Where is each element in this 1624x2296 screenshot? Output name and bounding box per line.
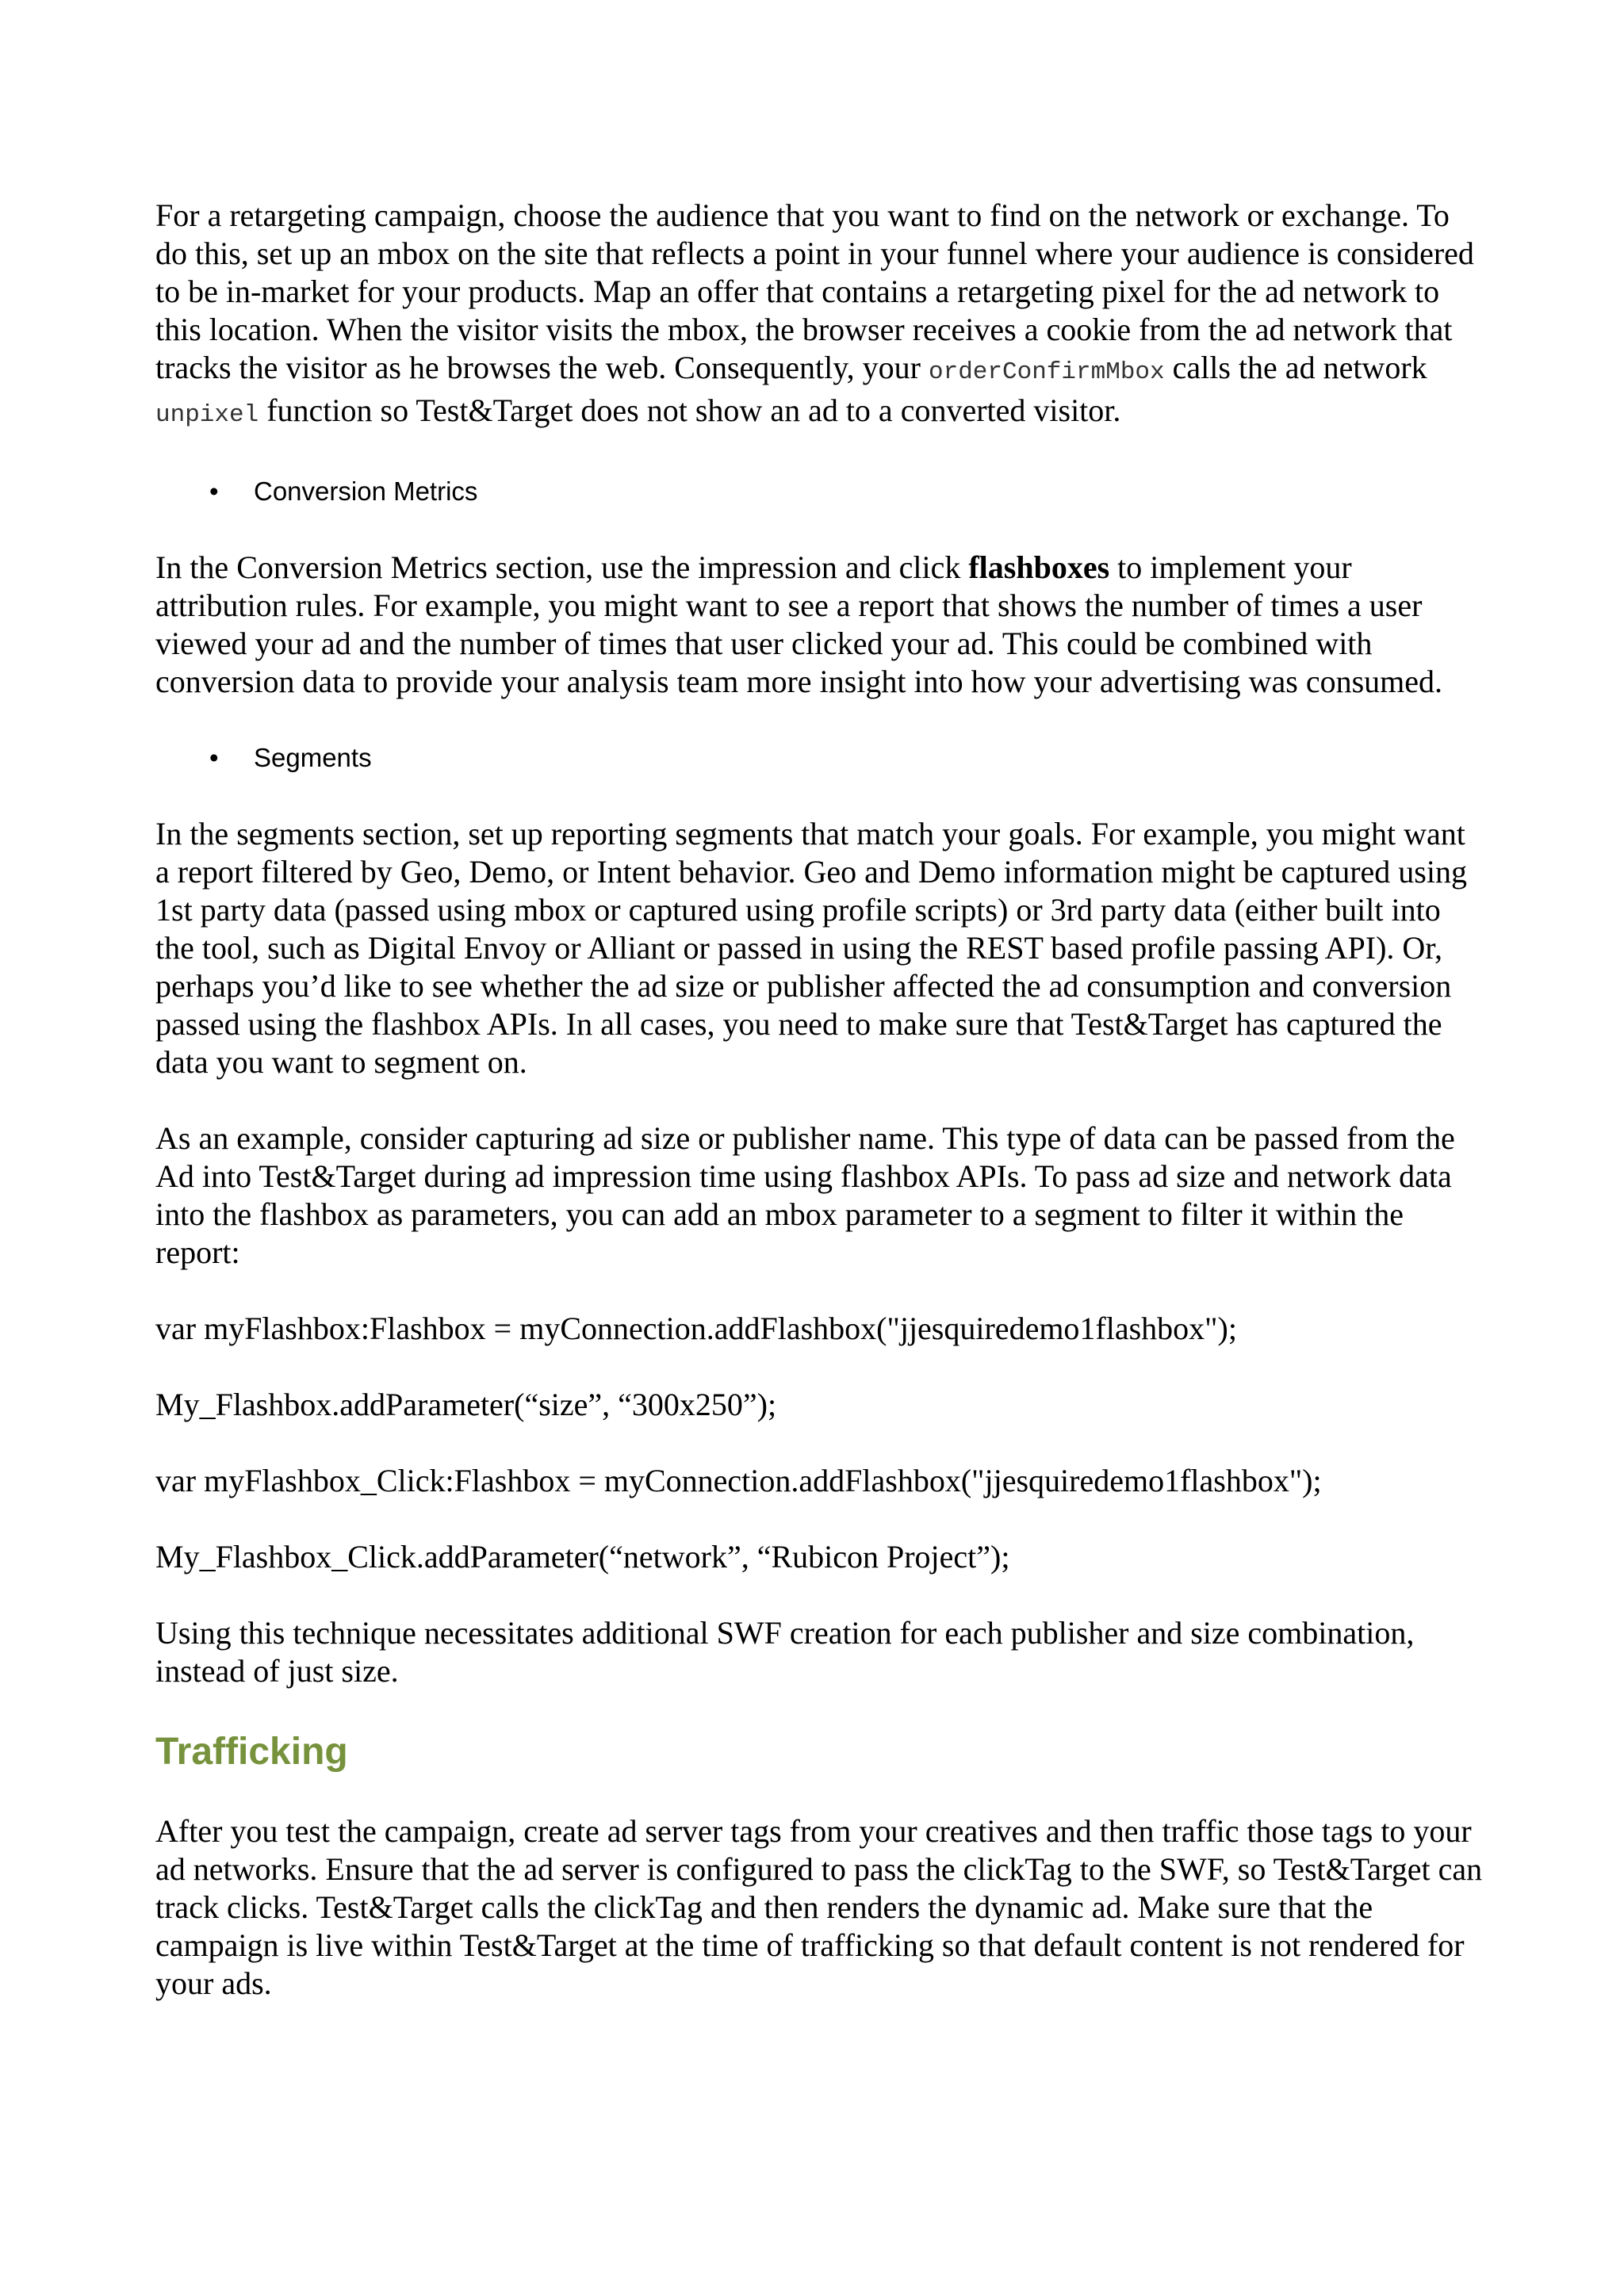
bullet-dot-icon: • xyxy=(209,476,219,506)
order-confirm-mbox-code: orderConfirmMbox xyxy=(928,358,1165,386)
code-line-3: var myFlashbox_Click:Flashbox = myConnection.addFlashbox("jjesquiredemo1flashbox"); xyxy=(155,1463,1322,1498)
example-paragraph: As an example, consider capturing ad size or publisher name. This type of data can be passed from the Ad into Test&Target during ad impression time using flashbox APIs. To pass ad size and network data into the flashbox as parameters, you can add an mbox parameter to a segment to filter it within the report: xyxy=(155,1120,1455,1270)
technique-paragraph: Using this technique necessitates additional SWF creation for each publisher and size combination, instead of just size. xyxy=(155,1615,1415,1689)
code-line-1: var myFlashbox:Flashbox = myConnection.addFlashbox("jjesquiredemo1flashbox"); xyxy=(155,1311,1237,1346)
bullet-conversion-metrics xyxy=(155,473,1484,511)
trafficking-paragraph: After you test the campaign, create ad server tags from your creatives and then traffic those tags to your ad networks. Ensure that the ad server is configured to pass the clickTag to the SWF, so Test&Target can track clicks. Test&Target calls the clickTag and then renders the dynamic ad. Make sure that the campaign is live within Test&Target at the time of trafficking so that default content is not rendered for your ads. xyxy=(155,1813,1483,2001)
code-line-4: My_Flashbox_Click.addParameter(“network”, “Rubicon Project”); xyxy=(155,1539,1010,1575)
bullet-segments-label: Segments xyxy=(254,743,372,772)
retargeting-paragraph xyxy=(155,197,1484,434)
trafficking-heading: Trafficking xyxy=(155,1731,348,1773)
document-body xyxy=(155,197,1484,2041)
conversion-metrics-paragraph xyxy=(155,549,1484,701)
retargeting-text-1: For a retargeting campaign, choose the audience that you want to find on the network or exchange. To do this, set up an mbox on the site that reflects a point in your funnel where your audience is considered to be in-market for your products. Map an offer that contains a retargeting pixel for the ad network to this location. When the visitor visits the mbox, the browser receives a cookie from the ad network that tracks the visitor as he browses the web. Consequently, your xyxy=(155,197,1474,385)
retargeting-text-3: function so Test&Target does not show an ad to a converted visitor. xyxy=(259,392,1121,428)
bullet-dot-icon: • xyxy=(209,743,219,772)
retargeting-text-2: calls the ad network xyxy=(1164,350,1427,385)
conversion-text-1: In the Conversion Metrics section, use the impression and click xyxy=(155,549,969,585)
code-line-2: My_Flashbox.addParameter(“size”, “300x250”); xyxy=(155,1387,777,1422)
conversion-text-2: to implement your attribution rules. For example, you might want to see a report that shows the number of times a user viewed your ad and the number of times that user clicked your ad. This could be combined with conversion data to provide your analysis team more insight into how your advertising was consumed. xyxy=(155,549,1443,699)
unpixel-code: unpixel xyxy=(155,401,259,429)
flashboxes-bold: flashboxes xyxy=(968,549,1110,585)
segments-paragraph: In the segments section, set up reporting segments that match your goals. For example, you might want a report filtered by Geo, Demo, or Intent behavior. Geo and Demo information might be captured using 1st party data (passed using mbox or captured using profile scripts) or 3rd party data (either built into the tool, such as Digital Envoy or Alliant or passed in using the REST based profile passing API). Or, perhaps you’d like to see whether the ad size or publisher affected the ad consumption and conversion passed using the flashbox APIs. In all cases, you need to make sure that Test&Target has captured the data you want to segment on. xyxy=(155,816,1467,1080)
bullet-conversion-metrics-label: Conversion Metrics xyxy=(254,476,478,506)
bullet-segments xyxy=(155,739,1484,777)
